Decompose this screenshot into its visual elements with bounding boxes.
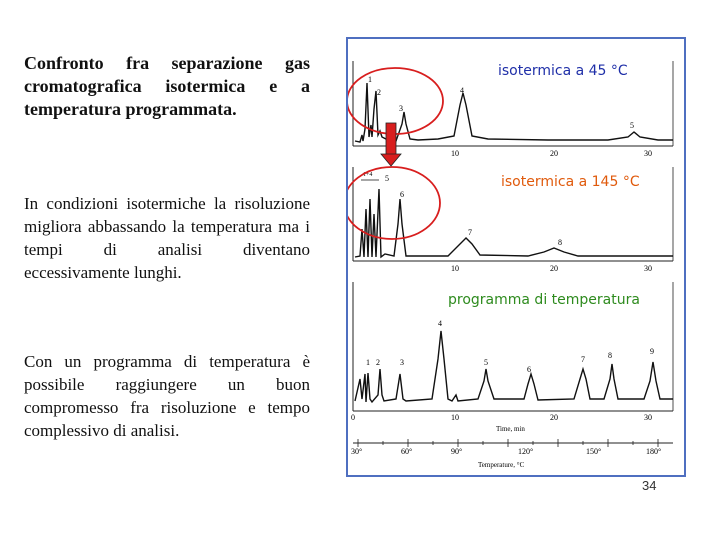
panel-isothermal-45	[353, 61, 673, 158]
panel-label-program: programma di temperatura	[448, 292, 640, 308]
peak-label: 5	[630, 121, 634, 130]
panel-temperature-program	[351, 282, 673, 433]
peak-label: 7	[581, 355, 585, 364]
temperature-tick: 90°	[451, 447, 463, 456]
highlight-circle-middle	[348, 167, 440, 239]
time-tick: 10	[451, 413, 459, 422]
time-tick: 30	[644, 413, 652, 422]
temperature-tick: 60°	[401, 447, 413, 456]
peak-label: 6	[527, 365, 531, 374]
trace-isothermal-145	[355, 189, 673, 257]
peak-label: 8	[558, 238, 562, 247]
peak-label: 2	[377, 88, 381, 97]
temperature-tick: 120°	[518, 447, 534, 456]
peak-label: 9	[650, 347, 654, 356]
peak-label: 3	[400, 358, 404, 367]
peak-label: 7	[468, 228, 472, 237]
temperature-axis	[351, 439, 673, 469]
panel-label-45: isotermica a 45 °C	[498, 63, 628, 79]
time-tick: 30	[644, 149, 652, 158]
temperature-tick: 30°	[351, 447, 363, 456]
time-tick: 20	[550, 413, 558, 422]
temperature-tick: 150°	[586, 447, 602, 456]
program-note: Con un programma di temperatura è possibile raggiungere un buon compromesso fra risoluzione e tempo complessivo di analisi.	[24, 352, 310, 440]
peak-label: 1	[366, 358, 370, 367]
chromatogram-figure	[346, 37, 686, 477]
peak-label: 3	[399, 104, 403, 113]
peak-label: 5	[385, 174, 389, 183]
page-number: 34	[642, 478, 657, 493]
time-tick: 30	[644, 264, 652, 273]
time-tick: 10	[451, 149, 459, 158]
peak-label: 4	[438, 319, 442, 328]
peak-label: 5	[484, 358, 488, 367]
inset-label: 1+4	[363, 172, 373, 178]
chromatogram-svg	[348, 39, 688, 479]
peak-label: 1	[368, 75, 372, 84]
panel-label-145: isotermica a 145 °C	[501, 174, 640, 190]
temperature-tick: 180°	[646, 447, 662, 456]
peak-label: 4	[460, 86, 464, 95]
red-arrow-icon	[381, 123, 401, 166]
intro-text: Confronto fra separazione gas cromatografica isotermica e a temperatura programmata.	[24, 53, 310, 119]
time-tick: 20	[550, 264, 558, 273]
peak-label: 6	[400, 190, 404, 199]
time-tick: 20	[550, 149, 558, 158]
isothermal-note: In condizioni isotermiche la risoluzione migliora abbassando la temperatura ma i tempi di analisi diventano eccessivamente lunghi.	[24, 194, 310, 282]
peak-label: 8	[608, 351, 612, 360]
temperature-axis-label: Temperature, °C	[478, 461, 525, 469]
time-tick: 10	[451, 264, 459, 273]
time-axis-label: Time, min	[496, 425, 525, 433]
panel-isothermal-145	[353, 167, 673, 273]
peak-label: 2	[376, 358, 380, 367]
time-tick: 0	[351, 413, 355, 422]
